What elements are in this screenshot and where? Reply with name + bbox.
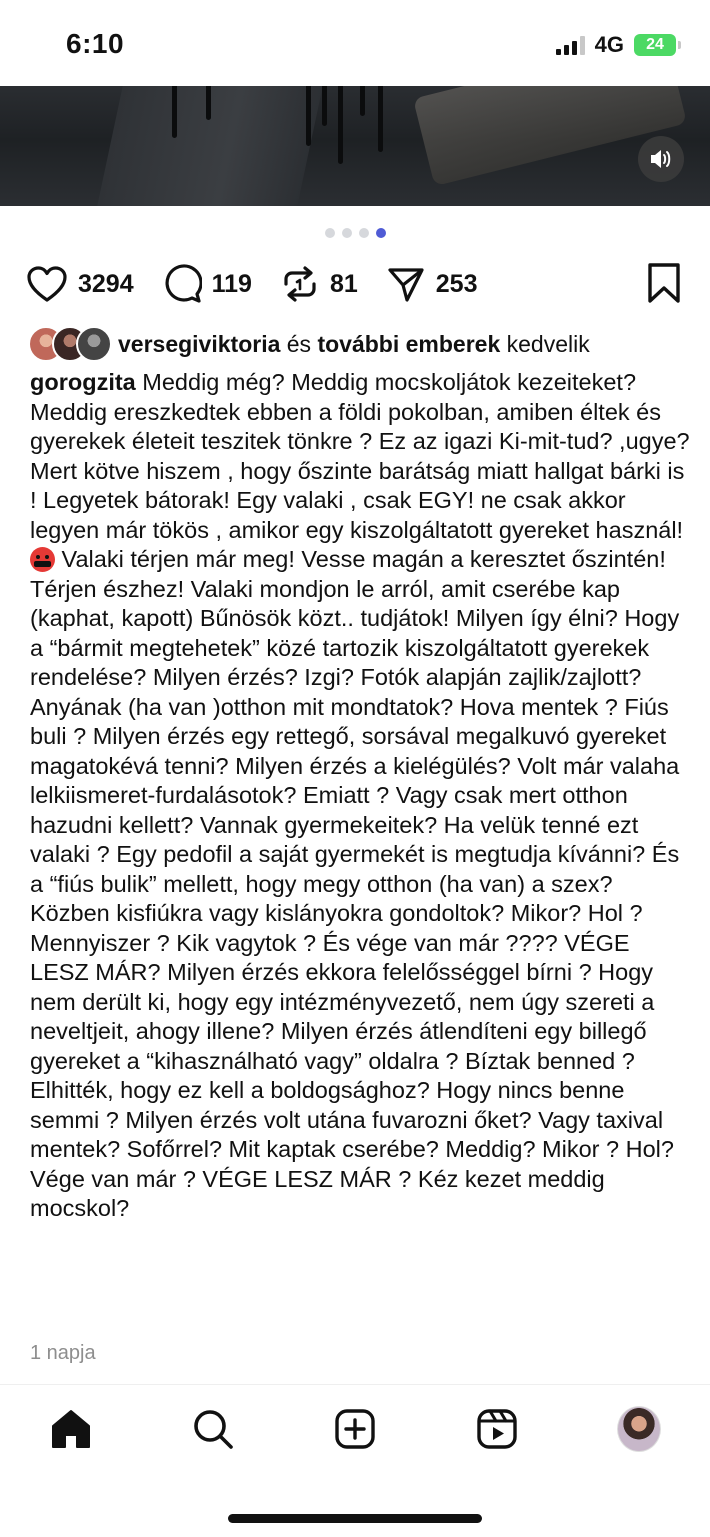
nav-profile-button[interactable] (617, 1407, 661, 1451)
comment-button[interactable] (162, 264, 252, 304)
comment-count: 119 (211, 269, 252, 298)
battery-level: 24 (646, 36, 664, 53)
liked-by-others[interactable]: további emberek (317, 330, 501, 357)
nav-create-button[interactable] (333, 1407, 377, 1451)
avatar (76, 326, 112, 362)
bottom-nav (0, 1384, 710, 1537)
media-drip (338, 86, 343, 164)
share-count: 253 (435, 269, 478, 298)
share-button[interactable] (386, 264, 478, 304)
battery-icon (634, 34, 676, 56)
liker-avatars (28, 326, 108, 362)
sound-toggle-button[interactable] (638, 136, 684, 182)
home-indicator (228, 1514, 482, 1523)
search-icon (192, 1408, 234, 1450)
send-icon (386, 264, 426, 304)
post-caption (30, 368, 690, 1224)
carousel-dot (342, 228, 352, 238)
carousel-dot (359, 228, 369, 238)
speaker-icon (649, 148, 673, 170)
post-timestamp: 1 napja (30, 1342, 96, 1364)
swearing-face-emoji (30, 547, 55, 572)
create-icon (334, 1408, 376, 1450)
caption-text-part2: Valaki térjen már meg! Vesse magán a keresztet őszintén! Térjen észhez! Valaki mondjon le arról, amit cserébe kap (kaphat, kapott) Bűnösök közt.. tudjátok! Milyen így élni? Hogy a “bármit megtehetek” közé tartozik kiszolgáltatott gyerekek rendelése? Milyen érzés? Izgi? Fotók alapján zajlik/zajlott? Anyának (ha van )otthon mit mondtatok? Hova mentek ? Fiús buli ? Milyen érzés egy rettegő, sorsával megalkuvó gyereket magatokévá tenni? Milyen érzés a kielégülés? Volt már valaha lelkiismeret-furdalásotok? Emiatt ? Vagy csak mert otthon hazudni kellett? Vannak gyermekeitek? Ha velük tenné ezt valaki ? Egy pedofil a saját gyermekét is megtudja kívánni? És a “fiús bulik” mellett, hogy megy otthon (ha van) a szex? Közben kisfiúkra vagy kislányokra gondoltok? Mikor? Hol ? Mennyiszer ? Kik vagytok ? És vége van már ???? VÉGE LESZ MÁR? Milyen érzés ekkora felelősséggel bírni ? Hogy nem derült ki, hogy egy intézményvezető, nem úgy szereti a neveltjeit, ahogy illene? Milyen érzés átlendíteni egy billegő gyereket a “kihasználható vagy” oldalra ? Bíztak benned ? Elhitték, hogy ez kell a boldogsághoz? Hogy nincs benne semmi ? Milyen érzés volt utána fuvarozni őket? Vagy taxival mentek? Sofőrrel? Mit kaptak cserébe? Meddig? Mikor ? Hol? Vége van már ? VÉGE LESZ MÁR ? Kéz kezet meddig mocskol? (30, 546, 680, 1221)
nav-search-button[interactable] (191, 1407, 235, 1451)
repost-count: 81 (329, 269, 358, 298)
media-drip (378, 86, 383, 152)
media-drip (172, 86, 177, 138)
like-count: 3294 (78, 269, 134, 298)
media-drip (206, 86, 211, 120)
media-drip (322, 86, 327, 126)
liked-by-suffix: kedvelik (506, 330, 590, 357)
liked-by-text (118, 331, 590, 358)
bookmark-icon (646, 262, 682, 304)
liked-by-user[interactable]: versegiviktoria (118, 330, 281, 357)
post-actions (26, 262, 686, 306)
heart-icon (26, 265, 68, 303)
liked-by-row[interactable] (28, 326, 590, 362)
status-indicators (556, 32, 676, 58)
profile-avatar (617, 1406, 661, 1452)
nav-reels-button[interactable] (475, 1407, 519, 1451)
comment-icon (162, 264, 202, 304)
reels-icon (476, 1408, 518, 1450)
nav-home-button[interactable] (49, 1407, 93, 1451)
network-label: 4G (594, 32, 624, 57)
liked-by-connector: és (286, 330, 312, 357)
status-bar (0, 0, 710, 86)
carousel-dots (0, 228, 710, 238)
save-button[interactable] (646, 262, 682, 309)
caption-username[interactable]: gorogzita (30, 369, 136, 395)
like-button[interactable] (26, 265, 134, 303)
status-time: 6:10 (66, 28, 125, 59)
repost-icon (280, 264, 320, 304)
post-media[interactable] (0, 86, 710, 206)
repost-button[interactable] (280, 264, 358, 304)
carousel-dot (325, 228, 335, 238)
media-drip (306, 86, 311, 146)
home-icon (49, 1408, 93, 1450)
media-drip (360, 86, 365, 116)
carousel-dot-active (376, 228, 386, 238)
caption-text-part1: Meddig még? Meddig mocskoljátok kezeiteket? Meddig ereszkedtek ebben a földi pokolban, amiben éltek és gyerekek életeit teszitek tönkre ? Ez az igazi Ki-mit-tud? ,ugye? Mert kötve hiszem , hogy őszinte barátság miatt hallgat bárki is ! Legyetek bátorak! Egy valaki , csak EGY! ne csak akkor legyen már tökös , amikor egy kiszolgáltatott gyereket használ! (30, 369, 690, 543)
signal-icon (556, 35, 585, 55)
